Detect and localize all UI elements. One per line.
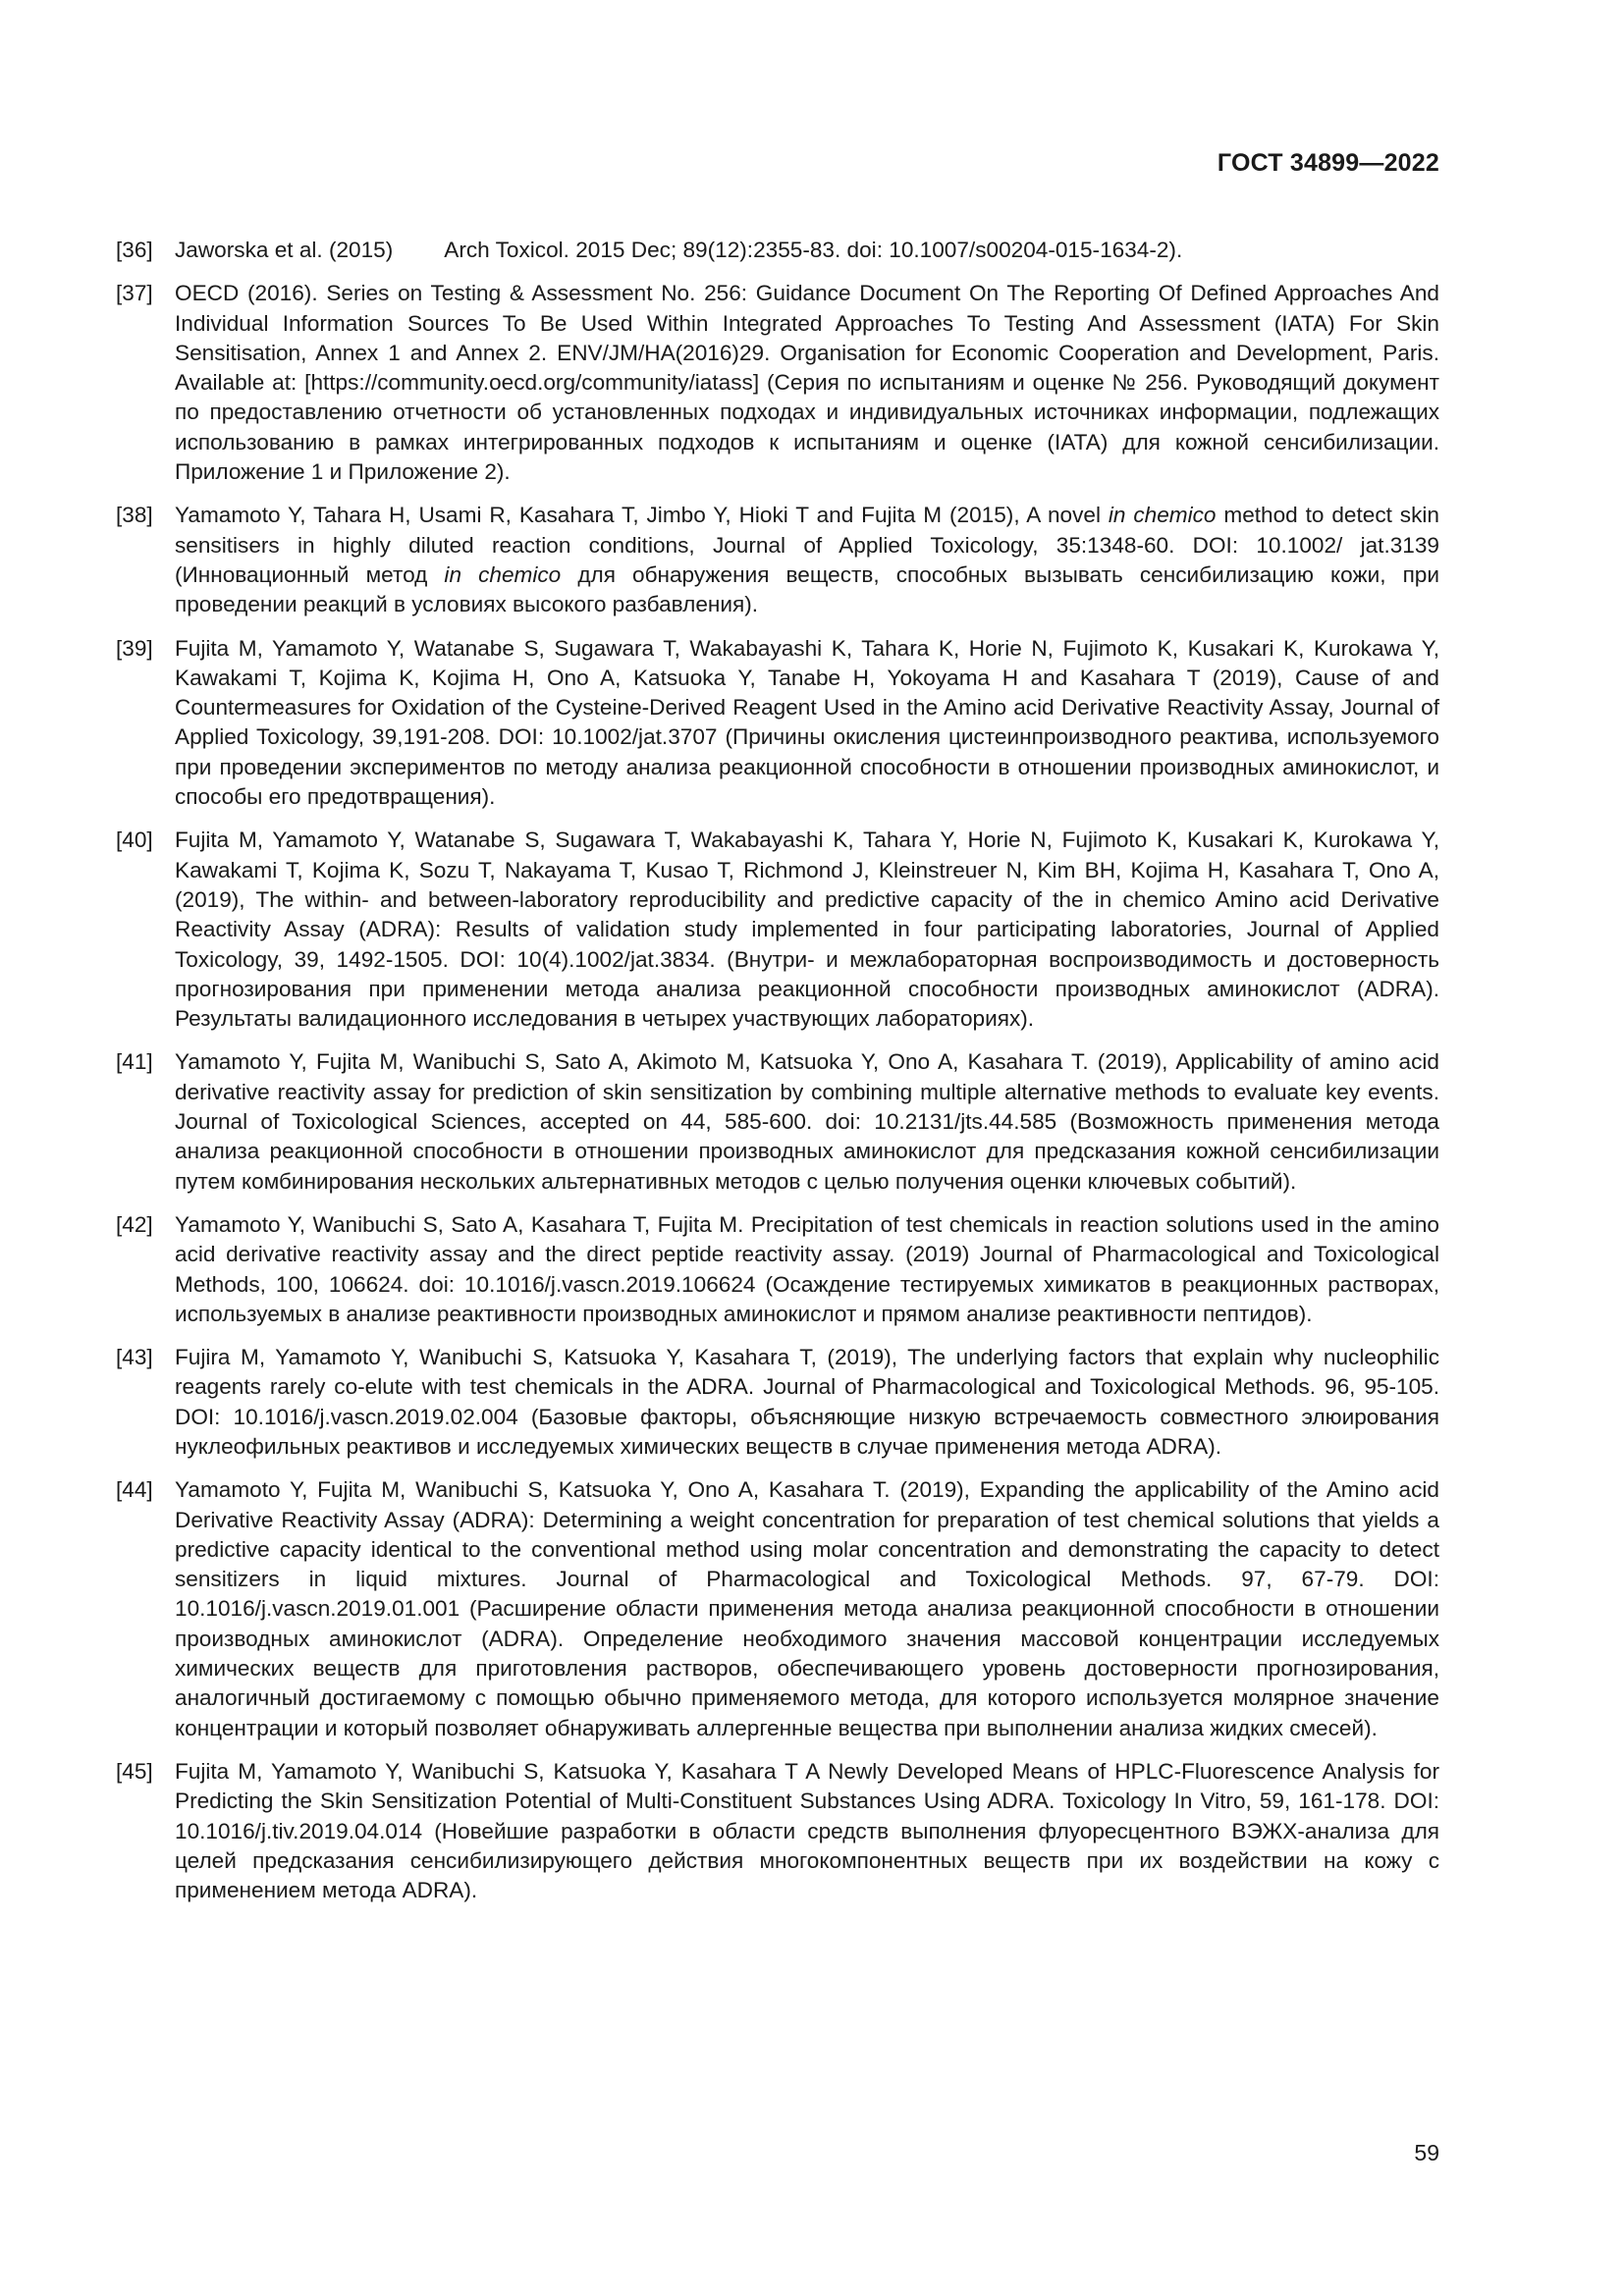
- reference-text: Fujira M, Yamamoto Y, Wanibuchi S, Katsuoka Y, Kasahara T, (2019), The underlying factors that explain why nucleophilic reagents rarely co-elute with test chemicals in the ADRA. Journal of Pharmacological and Toxicological Methods. 96, 95-105. DOI: 10.1016/j.vascn.2019.02.004 (Базовые факторы, объясняющие низкую встречаемость совместного элюирования нуклеофильных реактивов и исследуемых химических веществ в случае применения метода ADRA).: [175, 1345, 1439, 1459]
- reference-number: [42]: [116, 1211, 153, 1237]
- reference-text-part: method to detect skin sensitisers in highly diluted reaction conditions, Journal of Applied Toxicology, 35:1348-60. DOI: 10.1002/ jat.3139 (Инновационный метод: [175, 503, 1439, 587]
- reference-text: Fujita M, Yamamoto Y, Watanabe S, Sugawara T, Wakabayashi K, Tahara K, Horie N, Fujimoto K, Kusakari K, Kurokawa Y, Kawakami T, Kojima K, Kojima H, Ono A, Katsuoka Y, Tanabe H, Yokoyama H and Kasahara T (2019), Cause of and Countermeasures for Oxidation of the Cysteine-Derived Reagent Used in the Amino acid Derivative Reactivity Assay, Journal of Applied Toxicology, 39,191-208. DOI: 10.1002/jat.3707 (Причины окисления цистеинпроизводного реактива, используемого при проведении экспериментов по методу анализа реакционной способности в отношении производных аминокислот, и способы его предотвращения).: [175, 635, 1439, 810]
- reference-italic-term: in chemico: [444, 561, 562, 587]
- reference-item: [116, 634, 1439, 813]
- reference-number: [40]: [116, 828, 153, 853]
- reference-number: [43]: [116, 1345, 153, 1370]
- standard-number: ГОСТ 34899—2022: [1217, 149, 1439, 177]
- reference-item: [116, 501, 1439, 619]
- reference-text: Fujita M, Yamamoto Y, Wanibuchi S, Katsuoka Y, Kasahara T A Newly Developed Means of HPLC-Fluorescence Analysis for Predicting the Skin Sensitization Potential of Multi-Constituent Substances Using ADRA. Toxicology In Vitro, 59, 161-178. DOI: 10.1016/j.tiv.2019.04.014 (Новейшие разработки в области средств выполнения флуоресцентного ВЭЖХ-анализа для целей предсказания сенсибилизирующего действия многокомпонентных веществ при их воздействии на кожу с применением метода ADRA).: [175, 1758, 1439, 1903]
- page-number: 59: [1414, 2140, 1439, 2165]
- reference-item: [116, 279, 1439, 487]
- reference-number: [41]: [116, 1049, 153, 1075]
- reference-author: Jaworska et al. (2015): [175, 238, 394, 262]
- reference-number: [36]: [116, 238, 153, 262]
- reference-number: [38]: [116, 503, 153, 528]
- reference-item: [116, 1047, 1439, 1196]
- reference-number: [39]: [116, 635, 153, 661]
- reference-text-part: Yamamoto Y, Tahara H, Usami R, Kasahara T, Jimbo Y, Hioki T and Fujita M (2015), A novel: [175, 503, 1109, 528]
- reference-number: [45]: [116, 1758, 153, 1784]
- reference-number: [37]: [116, 281, 153, 306]
- reference-source: Arch Toxicol. 2015 Dec; 89(12):2355-83. doi: 10.1007/s00204-015-1634-2).: [444, 238, 1183, 262]
- reference-item: [116, 1210, 1439, 1329]
- reference-item: [116, 236, 1439, 265]
- reference-italic-term: in chemico: [1108, 503, 1217, 528]
- reference-text: OECD (2016). Series on Testing & Assessment No. 256: Guidance Document On The Reporting Of Defined Approaches And Individual Information Sources To Be Used Within Integrated Approaches To Testing And Assessment (IATA) For Skin Sensitisation, Annex 1 and Annex 2. ENV/JM/HA(2016)29. Organisation for Economic Cooperation and Development, Paris. Available at: [https://community.oecd.org/community/iatass] (Серия по испытаниям и оценке № 256. Руководящий документ по предоставлению отчетности об установленных подходах и индивидуальных источниках информации, подлежащих использованию в рамках интегрированных подходов к испытаниям и оценке (IATA) для кожной сенсибилизации. Приложение 1 и Приложение 2).: [175, 281, 1439, 485]
- reference-text: [175, 236, 1439, 265]
- reference-text: Yamamoto Y, Wanibuchi S, Sato A, Kasahara T, Fujita M. Precipitation of test chemicals in reaction solutions used in the amino acid derivative reactivity assay and the direct peptide reactivity assay. (2019) Journal of Pharmacological and Toxicological Methods, 100, 106624. doi: 10.1016/j.vascn.2019.106624 (Осаждение тестируемых химикатов в реакционных растворах, используемых в анализе реактивности производных аминокислот и прямом анализе реактивности пептидов).: [175, 1211, 1439, 1326]
- reference-text: Yamamoto Y, Fujita M, Wanibuchi S, Katsuoka Y, Ono A, Kasahara T. (2019), Expanding the applicability of the Amino acid Derivative Reactivity Assay (ADRA): Determining a weight concentration for preparation of test chemical solutions that yields a predictive capacity identical to the conventional method using molar concentration and demonstrating the capacity to detect sensitizers in liquid mixtures. Journal of Pharmacological and Toxicological Methods. 97, 67-79. DOI: 10.1016/j.vascn.2019.01.001 (Расширение области применения метода анализа реакционной способности в отношении производных аминокислот (ADRA). Определение необходимого значения массовой концентрации исследуемых химических веществ для приготовления растворов, обеспечивающего уровень достоверности прогнозирования, аналогичный достигаемому с помощью обычно применяемого метода, для которого используется молярное значение концентрации и который позволяет обнаруживать аллергенные вещества при выполнении анализа жидких смесей).: [175, 1477, 1439, 1740]
- reference-text: [175, 501, 1439, 619]
- reference-item: [116, 1343, 1439, 1462]
- reference-text-part: для обнаружения веществ, способных вызывать сенсибилизацию кожи, при проведении реакций в условиях высокого разбавления).: [175, 561, 1439, 617]
- references-list: [116, 236, 1439, 1919]
- document-header: [1218, 149, 1439, 178]
- reference-item: [116, 1475, 1439, 1743]
- reference-item: [116, 826, 1439, 1034]
- reference-number: [44]: [116, 1477, 153, 1503]
- reference-item: [116, 1757, 1439, 1905]
- reference-text: Fujita M, Yamamoto Y, Watanabe S, Sugawara T, Wakabayashi K, Tahara Y, Horie N, Fujimoto K, Kusakari K, Kurokawa Y, Kawakami T, Kojima K, Sozu T, Nakayama T, Kusao T, Richmond J, Kleinstreuer N, Kim BH, Kojima H, Kasahara T, Ono A, (2019), The within- and between-laboratory reproducibility and predictive capacity of the in chemico Amino acid Derivative Reactivity Assay (ADRA): Results of validation study implemented in four participating laboratories, Journal of Applied Toxicology, 39, 1492-1505. DOI: 10(4).1002/jat.3834. (Внутри- и межлабораторная воспроизводимость и достоверность прогнозирования при применении метода анализа реакционной способности производных аминокислот (ADRA). Результаты валидационного исследования в четырех участвующих лабораториях).: [175, 828, 1439, 1032]
- reference-text: Yamamoto Y, Fujita M, Wanibuchi S, Sato A, Akimoto M, Katsuoka Y, Ono A, Kasahara T. (2019), Applicability of amino acid derivative reactivity assay for prediction of skin sensitization by combining multiple alternative methods to evaluate key events. Journal of Toxicological Sciences, accepted on 44, 585-600. doi: 10.2131/jts.44.585 (Возможность применения метода анализа реакционной способности в отношении производных аминокислот для предсказания кожной сенсибилизации путем комбинирования нескольких альтернативных методов с целью получения оценки ключевых событий).: [175, 1049, 1439, 1194]
